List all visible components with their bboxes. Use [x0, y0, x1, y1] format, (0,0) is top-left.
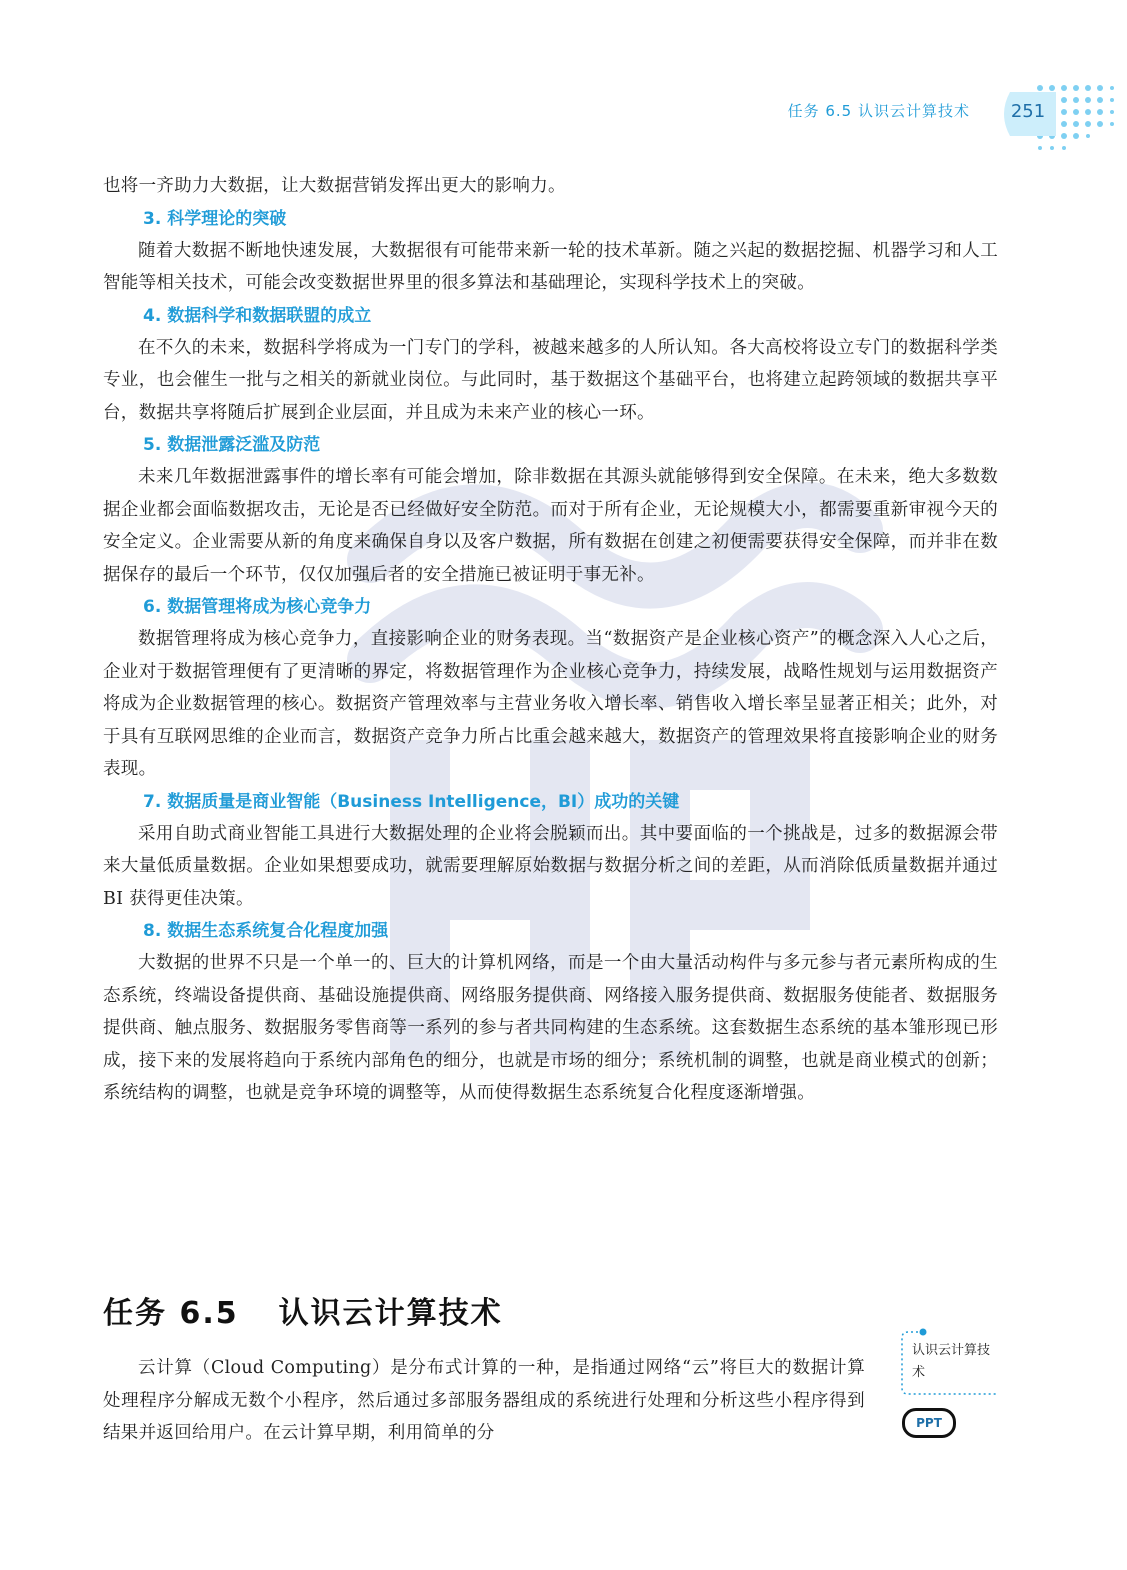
intro-section — [103, 1352, 865, 1450]
task-number: 任务 6.5 — [103, 1296, 239, 1331]
paragraph: 也将一齐助力大数据，让大数据营销发挥出更大的影响力。 — [103, 176, 566, 196]
side-note-label: 认识云计算技术 — [912, 1343, 991, 1380]
running-header: 任务 6.5 认识云计算技术 — [787, 102, 970, 120]
paragraph: 随着大数据不断地快速发展，大数据很有可能带来新一轮的技术革新。随之兴起的数据挖掘、机器学习和人工智能等相关技术，可能会改变数据世界里的很多算法和基础理论，实现科学技术上的突破。 — [103, 240, 998, 293]
paragraph: 未来几年数据泄露事件的增长率有可能会增加，除非数据在其源头就能够得到安全保障。在未来，绝大多数数据企业都会面临数据攻击，无论是否已经做好安全防范。而对于所有企业，无论规模大小，都需要重新审视今天的安全定义。企业需要从新的角度来确保自身以及客户数据，所有数据在创建之初便需要获得安全保障，而并非在数据保存的最后一个环节，仅仅加强后者的安全措施已被证明于事无补。 — [103, 467, 998, 585]
section-heading: 8. 数据生态系统复合化程度加强 — [143, 921, 389, 941]
section-heading: 5. 数据泄露泛滥及防范 — [143, 435, 321, 455]
paragraph: 在不久的未来，数据科学将成为一门专门的学科，被越来越多的人所认知。各大高校将设立专门的数据科学类专业，也会催生一批与之相关的新就业岗位。与此同时，基于数据这个基础平台，也将建立起跨领域的数据共享平台，数据共享将随后扩展到企业层面，并且成为未来产业的核心一环。 — [103, 337, 998, 423]
section-heading: 7. 数据质量是商业智能（Business Intelligence，BI）成功的关键 — [143, 791, 680, 812]
page-number: 251 — [1010, 101, 1046, 122]
paragraph: 数据管理将成为核心竞争力，直接影响企业的财务表现。当“数据资产是企业核心资产”的概念深入人心之后，企业对于数据管理便有了更清晰的界定，将数据管理作为企业核心竞争力，持续发展，战略性规划与运用数据资产将成为企业数据管理的核心。数据资产管理效率与主营业务收入增长率、销售收入增长率呈显著正相关；此外，对于具有互联网思维的企业而言，数据资产竞争力所占比重会越来越大，数据资产的管理效果将直接影响企业的财务表现。 — [103, 629, 998, 779]
task-name: 认识云计算技术 — [278, 1296, 503, 1331]
section-heading: 6. 数据管理将成为核心竞争力 — [143, 597, 372, 617]
ppt-button[interactable]: PPT — [902, 1408, 956, 1438]
task-title — [103, 1288, 503, 1332]
paragraph: 云计算（Cloud Computing）是分布式计算的一种，是指通过网络“云”将巨大的数据计算处理程序分解成无数个小程序，然后通过多部服务器组成的系统进行处理和分析这些小程序得到结果并返回给用户。在云计算早期，利用简单的分 — [103, 1358, 865, 1443]
section-heading: 3. 科学理论的突破 — [143, 208, 287, 229]
section-heading: 4. 数据科学和数据联盟的成立 — [143, 305, 372, 326]
main-content — [103, 170, 998, 1110]
paragraph: 大数据的世界不只是一个单一的、巨大的计算机网络，而是一个由大量活动构件与多元参与者元素所构成的生态系统，终端设备提供商、基础设施提供商、网络服务提供商、网络接入服务提供商、数据服务使能者、数据服务提供商、触点服务、数据服务零售商等一系列的参与者共同构建的生态系统。这套数据生态系统的基本雏形现已形成，接下来的发展将趋向于系统内部角色的细分，也就是市场的细分；系统机制的调整，也就是商业模式的创新；系统结构的调整，也就是竞争环境的调整等，从而使得数据生态系统复合化程度逐渐增强。 — [103, 953, 998, 1103]
paragraph: 采用自助式商业智能工具进行大数据处理的企业将会脱颖而出。其中要面临的一个挑战是，过多的数据源会带来大量低质量数据。企业如果想要成功，就需要理解原始数据与数据分析之间的差距，从而消除低质量数据并通过 BI 获得更佳决策。 — [103, 823, 998, 909]
